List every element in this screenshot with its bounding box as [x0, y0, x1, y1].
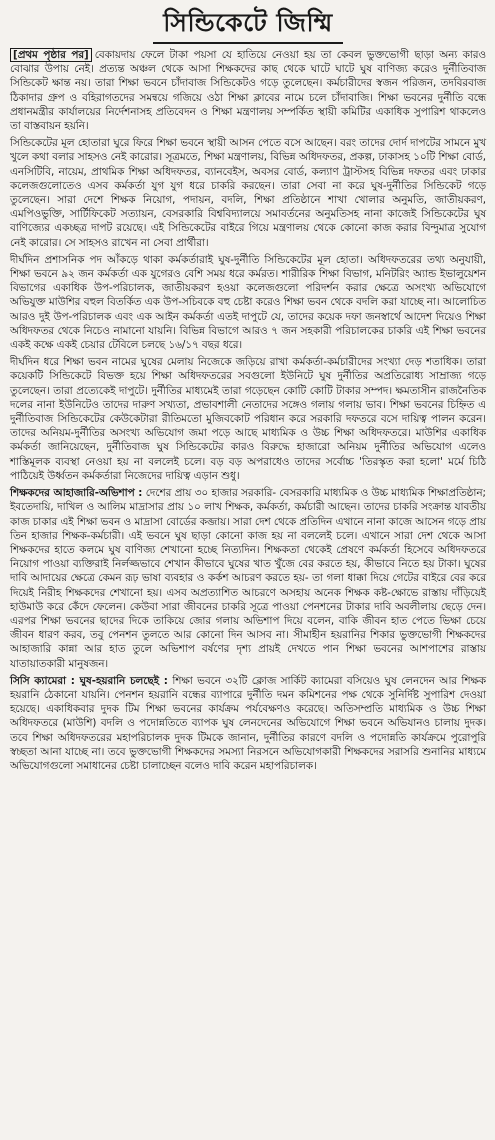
- section-text: শিক্ষা ভবনে ৩২টি ক্লোজ সার্কিট ক্যামেরা বসিয়েও ঘুষ লেনদেন আর শিক্ষক হয়রানি ঠেকানো যায়নি। পেনশন হয়রানি বন্ধের ব্যাপারে দুর্নীতি দমন কমিশনের পক্ষ থেকে সুনির্দিষ্ট সুপারিশ দেওয়া হয়েছে। একাধিকবার দুদক টিম শিক্ষা ভবনের কার্যক্রম পর্যবেক্ষণও করেছে। অতিসম্প্রতি মাধ্যমিক ও উচ্চ শিক্ষা অধিদফতরে (মাউশি) বদলি ও পদোন্নতিতে ব্যাপক ঘুষ লেনদেনের অভিযোগে শিক্ষা ভবনে অভিযানও চালায় দুদক। তবে শিক্ষা অধিদফতরের মহাপরিচালক দুদক টিমকে জানান, দুর্নীতির কারণে বদলি ও পদোন্নতি কার্যক্রমে পুরোপুরি স্বচ্ছতা আনা যাচ্ছে না। তবে ভুক্তভোগী শিক্ষকদের সমস্যা নিরসনে অভিযোগকারী শিক্ষকদের সরাসরি শুনানির মাধ্যমে অভিযোগগুলো সমাধানের চেষ্টা চালাচ্ছেন বলেও দাবি করেন মহাপরিচালক।: [10, 674, 486, 772]
- article-section: [10, 674, 486, 773]
- headline-area: [10, 6, 486, 48]
- section-text: দেশের প্রায় ৩০ হাজার সরকারি- বেসরকারি মাধ্যমিক ও উচ্চ মাধ্যমিক শিক্ষাপ্রতিষ্ঠান; ইবতেদায়ি, দাখিল ও আলিম মাদ্রাসার প্রায় ১০ লাখ শিক্ষক, কর্মকর্তা, কর্মচারী আছেন। তাদের চাকরি সংক্রান্ত যাবতীয় কাজ চাকার এই শিক্ষা ভবন ও মাদ্রাসা বোর্ডের কব্জায়। সারা দেশ থেকে প্রতিদিন এখানে নানা কাজে আসেন গড়ে প্রায় তিন হাজার শিক্ষক-কর্মচারী। এই ভবনে ঘুষ ছাড়া কোনো কাজ হয় না বললেই চলে। এখানে সারা দেশ থেকে আসা শিক্ষকদের হাতে কলমে ঘুষ বাণিজ্য শেখানো হচ্ছে নিত্যদিন। শিক্ষকতা থেকেই প্রেষণে কর্মকর্তা হিসেবে অধিদফতরে নিয়োগ পাওয়া ব্যক্তিরাই নির্লজ্জভাবে শেখান কীভাবে ঘুষের খাত খুঁজে বের করতে হয়, কীভাবে নিতে হয় টাকা। ঘুষের দাবি আদায়ের ক্ষেত্রে কেমন রূঢ় ভাষা ব্যবহার ও কর্কশ আচরণ করতে হয়- তা গলা ধাক্কা দিয়ে গেটের বাইরে বের করে দিয়েই নিরীহ শিক্ষকদের শেখানো হয়। এসব অপ্রত্যাশিত আচরণে অসহায় অনেক শিক্ষক কষ্ট-ক্ষোভে রাস্তায় দাঁড়িয়েই হাউমাউ করে কেঁদে ফেলেন। কেউবা সারা জীবনের চাকরি সূত্রে পাওয়া পেনশনের টাকার দাবি অবলীলায় ছেড়ে দেন। এরপর শিক্ষা ভবনের ছাদের দিকে তাকিয়ে জোর গলায় অভিশাপ দিয়ে বলেন, বাকি জীবন হাত পেতে ভিক্ষা চেয়ে জীবন ধারণ করব, তবু পেনশন তুলতে আর কোনো দিন আসব না। সীমাহীন হয়রানির শিকার ভুক্তভোগী শিক্ষকদের আহাজারি কান্না আর হাত তুলে অভিশাপ বর্ষণের দৃশ্য প্রায়ই দেখতে পান শিক্ষা ভবনের আশপাশের রাস্তায় যাতায়াতকারী মানুষজন।: [10, 487, 486, 670]
- article-paragraph: সিন্ডিকেটের মূল হোতারা ঘুরে ফিরে শিক্ষা ভবনে স্থায়ী আসন পেতে বসে আছেন। বরং তাদের দোর্দ দাপটের সামনে মুখ খুলে কথা বলার সাহসও নেই কারোর। সূত্রমতে, শিক্ষা মন্ত্রণালয়, বিভিন্ন অধিদফতর, প্রকল্প, ঢাকাসহ ১০টি শিক্ষা বোর্ড, এনসিটিবি, নায়েম, প্রাথমিক শিক্ষা অধিদফতর, ব্যানবেইস, অবসর বোর্ড, কল্যাণ ট্রাস্টসহ বিভিন্ন দফতর এবং ঢাকার কলেজগুলোতেও এসব কর্মকর্তা যুগ যুগ ধরে চাকরি করছেন। তারা সেবা না করে ঘুষ-দুর্নীতির সিন্ডিকেট গড়ে তুলেছেন। সারা দেশে শিক্ষক নিয়োগ, পদায়ন, বদলি, শিক্ষা প্রতিষ্ঠানে শাখা খোলার অনুমতি, জাতীয়করণ, এমপিওভুক্তি, সার্টিফিকেট সত্যায়ন, বেসরকারি বিশ্ববিদ্যালয়ে সমাবর্তনের অনুমতিসহ নানা কাজেই সিন্ডিকেটের ঘুষ বাণিজ্যের একচ্ছত্র দাপট রয়েছে। এই সিন্ডিকেটের বাইরে গিয়ে মন্ত্রণালয় থেকে কোনো কাজ করার বিন্দুমাত্র সুযোগ নেই কারোর। সে সাহসও রাখেন না সেবা প্রার্থীরা।: [10, 137, 486, 249]
- article-section: [10, 486, 486, 671]
- continuation-label: [প্রথম পৃষ্ঠার পর]: [10, 48, 92, 62]
- article-paragraph: দীর্ঘদিন ধরে শিক্ষা ভবন নামের ঘুষের মেলায় নিজেকে জড়িয়ে রাখা কর্মকর্তা-কর্মচারীদের সংখ্যা দেড় শতাধিক। তারা কয়েকটি সিন্ডিকেটে বিভক্ত হয়ে শিক্ষা অধিদফতরের সবগুলো ইউনিটে ঘুষ দুর্নীতির অপ্রতিরোধ্য সাম্রাজ্য গড়ে তুলেছেন। তারা প্রত্যেকেই দাপুটে। দুর্নীতির মাধ্যমেই তারা গড়েছেন কোটি কোটি টাকার সম্পদ। ক্ষমতাসীন রাজনৈতিক দলের নানা ইউনিটেও তাদের দারুণ সখ্যতা, প্রভাবশালী নেতাদের সঙ্গেও গলায় গলায় ভাব। শিক্ষা ভবনের চিহ্নিত এ দুর্নীতিবাজ সিন্ডিকেটের কেউকেটারা রীতিমতো মুজিবকোট পরিধান করে সরকারি দফতরে বসে দায়িত্ব পালন করেন। তাদের অনিয়ম-দুর্নীতির অসংখ্য অভিযোগ জমা পড়ে আছে মাধ্যমিক ও উচ্চ শিক্ষা অধিদফতরে। মাউশির একাধিক কর্মকর্তা জানিয়েছেন, দুর্নীতিবাজ ঘুষ সিন্ডিকেটের কারও বিরুদ্ধে হাজারো অনিয়ম দুর্নীতির অভিযোগ এলেও শাস্তিমূলক ব্যবস্থা নেওয়া হয় না বললেই চলে। বড় বড় অপরাধেও তাদের সর্বোচ্চ 'তিরস্কৃত করা হলো' মর্মে চিঠি পাঠিয়েই উর্ধ্বতন কর্মকর্তারা নিজেদের দায়িত্ব এড়ান শুধু।: [10, 356, 486, 482]
- article-paragraph: দীর্ঘদিন প্রশাসনিক পদ আঁকড়ে থাকা কর্মকর্তারাই ঘুষ-দুর্নীতি সিন্ডিকেটের মূল হোতা। অধিদফতরের তথ্য অনুযায়ী, শিক্ষা ভবনে ৯২ জন কর্মকর্তা এক যুগেরও বেশি সময় ধরে কর্মরত। শারীরিক শিক্ষা বিভাগ, মনিটরিং অ্যান্ড ইভালুয়েশন বিভাগের একাধিক উপ-পরিচালক, জাতীয়করণ হওয়া কলেজগুলো পরিদর্শন করার ক্ষেত্রে অসংখ্য অভিযোগে অভিযুক্ত মাউশির বহুল বিতর্কিত এক উপ-সচিবকে বহু চেষ্টা করেও শিক্ষা ভবন থেকে বদলি করা যাচ্ছে না। আলোচিত আরও দুই উপ-পরিচালক এবং এক আইন কর্মকর্তা এতই দাপুটে যে, তাদের কয়েক দফা জনস্বার্থে আদেশ দিয়েও শিক্ষা অধিদফতর থেকে নিচেও নামানো যায়নি। বিভিন্ন বিভাগে আরও ৭ জন সহকারী পরিচালকের চাকরি এই শিক্ষা ভবনের একই কক্ষে একই চেয়ার টেবিলে চলছে ১৬/১৭ বছর ধরে।: [10, 253, 486, 352]
- article-paragraph: [10, 48, 486, 133]
- article-body: [10, 48, 486, 773]
- article-headline: সিন্ডিকেটে জিম্মি: [153, 6, 342, 44]
- paragraph-text: বেকায়দায় ফেলে টাকা পয়সা যে হাতিয়ে নেওয়া হয় তা কেবল ভুক্তভোগী ছাড়া অন্য কারও বোঝার উপায় নেই। প্রত্যন্ত অঞ্চল থেকে আসা শিক্ষকদের কাছ থেকে ঘাটে ঘাটে ঘুষ বাণিজ্য করেও দুর্নীতিবাজ সিন্ডিকেট ক্ষান্ত নয়। তারা শিক্ষা ভবনে চাঁদাবাজ সিন্ডিকেটও গড়ে তুলেছেন। কর্মচারীদের স্বজন পরিজন, তদবিরবাজ ঠিকাদার গ্রুপ ও বহিরাগতদের সমন্বয়ে গজিয়ে ওঠা শিক্ষা ক্লাবের নামে চলে চাঁদাবাজি। শিক্ষা ভবনের দুর্নীতি বন্ধে প্রধানমন্ত্রীর কার্যালয়ের নির্দেশনাসহ প্রতিবেদন ও শিক্ষা মন্ত্রণালয় সম্পর্কিত স্থায়ী কমিটির একাধিক সুপারিশ থাকলেও তা বাস্তবায়ন হয়নি।: [10, 49, 487, 133]
- section-heading: শিক্ষকদের আহাজারি-অভিশাপ :: [10, 487, 143, 500]
- section-heading: সিসি ক্যামেরা : ঘুষ-হয়রানি চলছেই :: [10, 674, 168, 687]
